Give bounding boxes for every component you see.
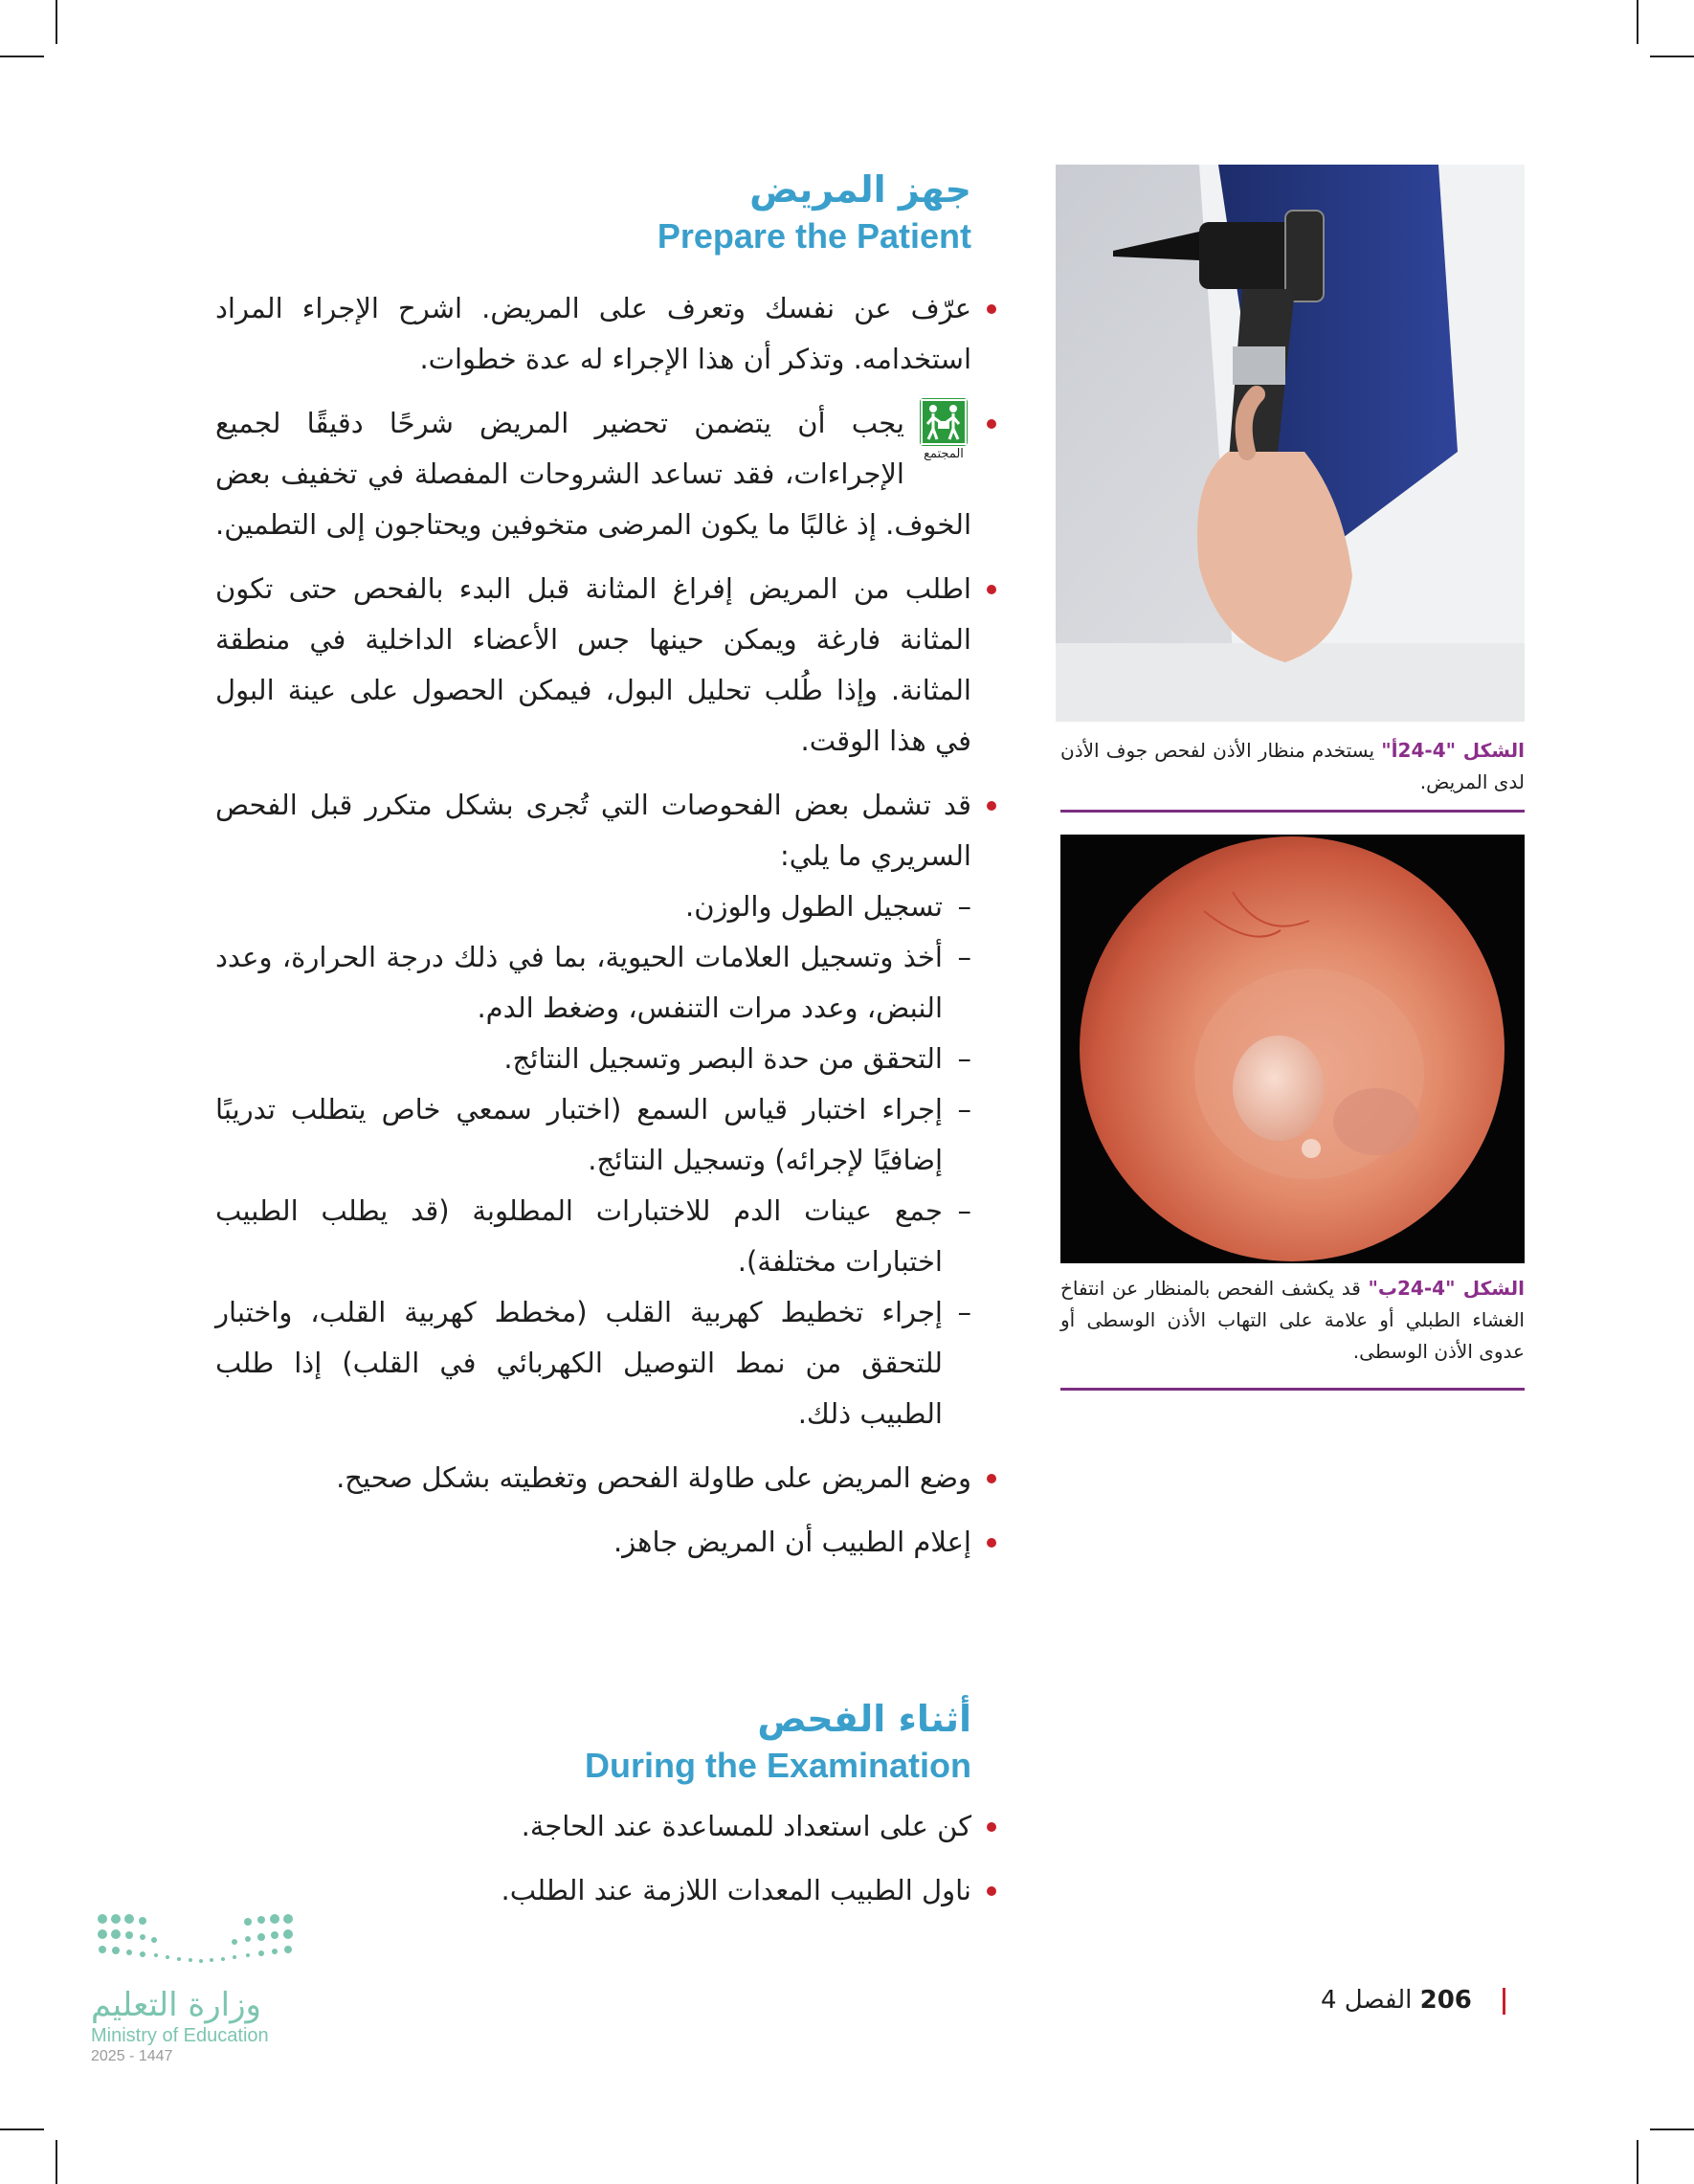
page-footer [1321, 1986, 1505, 2015]
crop-mark-bottom-left-v [56, 2140, 57, 2184]
sub-list-item: – جمع عينات الدم للاختبارات المطلوبة (قد يطلب الطبيب اختبارات مختلفة). [215, 1186, 971, 1287]
list-item: قد تشمل بعض الفحوصات التي تُجرى بشكل متكرر قبل الفحص السريري ما يلي: [215, 780, 971, 881]
section-prepare-patient [215, 165, 971, 1568]
section-during-examination [215, 1694, 971, 1916]
list-item: وضع المريض على طاولة الفحص وتغطيته بشكل صحيح. [215, 1453, 971, 1504]
figure-a-rule [1060, 810, 1525, 813]
ministry-logo [91, 1909, 311, 2066]
section-title-en: During the Examination [584, 1746, 971, 1785]
figure-b-text: قد يكشف الفحص بالمنظار عن انتفاخ الغشاء الطبلي أو علامة على التهاب الأذن الوسطى أو عدوى الأذن الوسطى. [1060, 1277, 1525, 1363]
ministry-name-ar: وزارة التعليم [91, 1986, 261, 2024]
ear-canal-otoscopic-image [1060, 835, 1525, 1263]
crop-mark-bottom-left-h [0, 2128, 44, 2130]
crop-mark-top-right-v [1637, 0, 1638, 44]
list-item-text: يجب أن يتضمن تحضير المريض شرحًا دقيقًا لجميع الإجراءات، فقد تساعد الشروحات المفصلة في تخفيف بعض الخوف. إذ غالبًا ما يكون المرضى متخوفين ويحتاجون إلى التطمين. [215, 407, 971, 541]
figure-ear-canal-photo [1060, 835, 1525, 1263]
crop-mark-top-right-h [1650, 56, 1694, 57]
chapter-label: الفصل 4 [1321, 1986, 1413, 2015]
list-item: ناول الطبيب المعدات اللازمة عند الطلب. [215, 1865, 971, 1916]
list-item: اطلب من المريض إفراغ المثانة قبل البدء بالفحص حتى تكون المثانة فارغة ويمكن حينها جس الأعضاء الداخلية في منطقة المثانة. وإذا طُلب تحليل البول، فيمكن الحصول على عينة البول في هذا الوقت. [215, 564, 971, 767]
section-title-en: Prepare the Patient [657, 216, 971, 256]
figure-a-caption [1060, 735, 1525, 798]
ministry-dots-icon [91, 1909, 301, 1976]
figure-b-rule [1060, 1388, 1525, 1391]
list-item: إعلام الطبيب أن المريض جاهز. [215, 1517, 971, 1568]
page-number: 206 [1419, 1986, 1472, 2015]
ministry-year: 2025 - 1447 [91, 2048, 173, 2064]
sub-list-item: – التحقق من حدة البصر وتسجيل النتائج. [215, 1034, 971, 1084]
otoscope-in-hand-image [1056, 165, 1525, 722]
sub-list-item: – إجراء اختبار قياس السمع (اختبار سمعي خاص يتطلب تدريبًا إضافيًا لإجرائه) وتسجيل النتائج. [215, 1084, 971, 1186]
list-item: كن على استعداد للمساعدة عند الحاجة. [215, 1801, 971, 1852]
community-icon [920, 398, 968, 446]
ministry-name-en: Ministry of Education [91, 2025, 269, 2046]
figure-a-label: الشكل "4-24أ" [1381, 739, 1526, 762]
community-badge [916, 398, 971, 463]
crop-mark-top-left-h [0, 56, 44, 57]
figure-b-label: الشكل "4-24ب" [1368, 1277, 1525, 1300]
crop-mark-bottom-right-v [1637, 2140, 1638, 2184]
sub-list-item: – أخذ وتسجيل العلامات الحيوية، بما في ذلك درجة الحرارة، وعدد النبض، وعدد مرات التنفس، وضغط الدم. [215, 932, 971, 1034]
crop-mark-bottom-right-h [1650, 2128, 1694, 2130]
footer-divider [1503, 1988, 1505, 2015]
figure-a-text: يستخدم منظار الأذن لفحص جوف الأذن لدى المريض. [1060, 739, 1525, 793]
section-title-ar: جهز المريض [749, 168, 971, 211]
crop-mark-top-left-v [56, 0, 57, 44]
examination-list [215, 1801, 971, 1916]
prepare-list [215, 283, 971, 1568]
sub-list-item: – تسجيل الطول والوزن. [215, 881, 971, 932]
sub-list-item: – إجراء تخطيط كهربية القلب (مخطط كهربية القلب، واختبار للتحقق من نمط التوصيل الكهربائي في القلب) إذا طلب الطبيب ذلك. [215, 1287, 971, 1439]
list-item-community [215, 398, 971, 550]
list-item: عرّف عن نفسك وتعرف على المريض. اشرح الإجراء المراد استخدامه. وتذكر أن هذا الإجراء له عدة خطوات. [215, 283, 971, 385]
community-icon-label: المجتمع [924, 447, 964, 461]
section-title-ar: أثناء الفحص [757, 1698, 971, 1740]
figure-otoscope-photo [1056, 165, 1525, 722]
figure-b-caption [1060, 1273, 1525, 1368]
